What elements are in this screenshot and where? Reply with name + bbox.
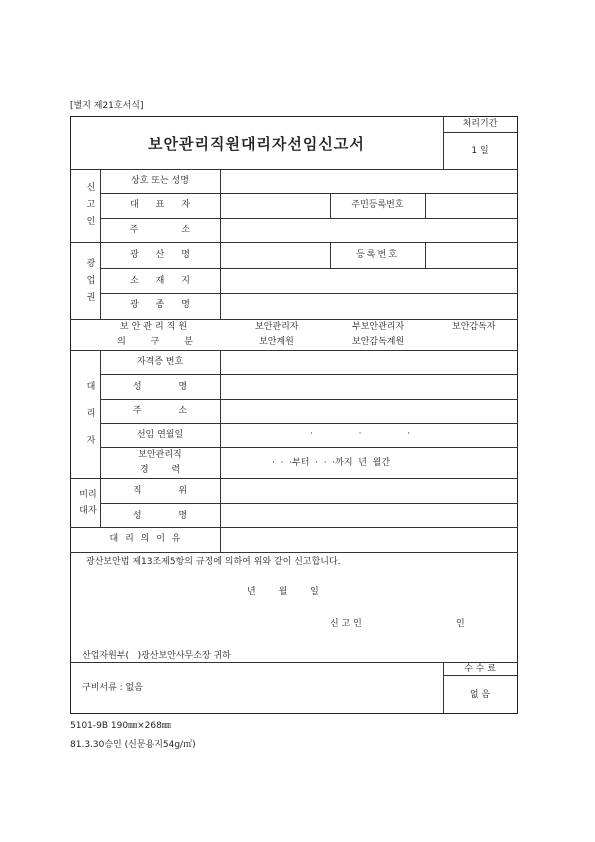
declaration-date: 년 월 일 bbox=[247, 587, 319, 597]
agent-group-label: 대리자 bbox=[86, 382, 96, 446]
group-col-line bbox=[100, 169, 101, 319]
cell-line bbox=[425, 242, 426, 268]
license-label: 자격증 번호 bbox=[136, 357, 184, 367]
row-line bbox=[100, 268, 518, 269]
processing-divider bbox=[443, 132, 517, 133]
row-line bbox=[70, 242, 518, 243]
principal-position-label: 직 위 bbox=[132, 486, 188, 496]
row-line bbox=[100, 293, 518, 294]
registration-no-label: 등록번호 bbox=[356, 250, 399, 260]
row-line bbox=[70, 319, 518, 320]
label-col-line bbox=[220, 169, 221, 319]
row-line bbox=[100, 193, 518, 194]
career-label-1: 보안관리직 bbox=[138, 450, 182, 460]
mining-group-label: 광업권 bbox=[86, 259, 96, 303]
principal-group-label-2: 대자 bbox=[79, 506, 97, 516]
fee-value: 없 음 bbox=[469, 690, 491, 700]
frame-bottom bbox=[70, 713, 518, 714]
declaration-seal: 인 bbox=[456, 619, 465, 629]
principal-name-label: 성 명 bbox=[132, 511, 188, 521]
processing-label: 처리기간 bbox=[462, 119, 498, 129]
row-line bbox=[100, 399, 518, 400]
mineral-label: 광 종 명 bbox=[130, 300, 190, 310]
row-line bbox=[70, 552, 518, 553]
location-label: 소 재 지 bbox=[130, 276, 190, 286]
staff-type-opt4: 보안계원 bbox=[259, 337, 294, 347]
processing-value: 1 일 bbox=[471, 146, 489, 156]
footer-line2: 81.3.30승인 (신문용지54g/㎡) bbox=[70, 740, 196, 750]
footer-line1: 5101-9B 190㎜×268㎜ bbox=[70, 721, 171, 731]
attachments-label: 구비서류 : 없음 bbox=[82, 683, 143, 693]
staff-type-label-1: 보안관리직원 bbox=[119, 322, 191, 332]
row-line bbox=[100, 218, 518, 219]
form-title: 보안관리직원대리자선임신고서 bbox=[148, 135, 365, 153]
frame-right bbox=[517, 116, 518, 713]
appoint-date-label: 선임 연월일 bbox=[136, 430, 184, 440]
frame-top bbox=[70, 116, 518, 117]
row-line bbox=[100, 423, 518, 424]
reason-label: 대 리 의 이 유 bbox=[109, 534, 181, 544]
row-line bbox=[70, 169, 518, 170]
reporter-name-label: 상호 또는 성명 bbox=[131, 176, 189, 186]
row-line bbox=[100, 447, 518, 448]
row-line bbox=[70, 527, 518, 528]
fee-divider bbox=[443, 675, 517, 676]
row-line bbox=[100, 374, 518, 375]
staff-type-label-2: 의 구 분 bbox=[117, 337, 193, 347]
declaration-addressee: 산업자원부( )광산보안사무소장 귀하 bbox=[82, 651, 231, 661]
resident-id-label: 주민등록번호 bbox=[351, 200, 404, 210]
declaration-statement: 광산보안법 제13조제5항의 규정에 의하여 위와 같이 신고합니다. bbox=[86, 557, 341, 567]
form-tag: [별지 제21호서식] bbox=[70, 101, 144, 111]
agent-address-label: 주 소 bbox=[132, 406, 188, 416]
row-line bbox=[70, 478, 518, 479]
career-label-2: 경 력 bbox=[139, 465, 181, 475]
representative-label: 대 표 자 bbox=[130, 200, 190, 210]
fee-label: 수 수 료 bbox=[464, 664, 496, 674]
principal-group-label-1: 미리 bbox=[79, 490, 97, 500]
staff-type-opt3: 보안감독자 bbox=[452, 322, 496, 332]
frame-left bbox=[70, 116, 71, 713]
mine-name-label: 광 산 명 bbox=[130, 250, 190, 260]
reporter-address-label: 주 소 bbox=[129, 225, 191, 235]
appoint-date-value: · · · bbox=[310, 429, 411, 439]
staff-type-opt2: 부보안관리자 bbox=[352, 322, 405, 332]
reporter-group-label: 신고인 bbox=[86, 183, 96, 227]
staff-type-opt5: 보안감독계원 bbox=[352, 337, 405, 347]
staff-type-opt1: 보안관리자 bbox=[255, 322, 299, 332]
agent-name-label: 성 명 bbox=[132, 382, 188, 392]
row-line bbox=[70, 350, 518, 351]
cell-line bbox=[425, 193, 426, 218]
row-line bbox=[70, 662, 518, 663]
label-col-line bbox=[220, 350, 221, 552]
career-value: · · ·부터 · · ·까지 년 월간 bbox=[272, 458, 391, 468]
declaration-reporter: 신 고 인 bbox=[330, 619, 362, 629]
row-line bbox=[100, 503, 518, 504]
